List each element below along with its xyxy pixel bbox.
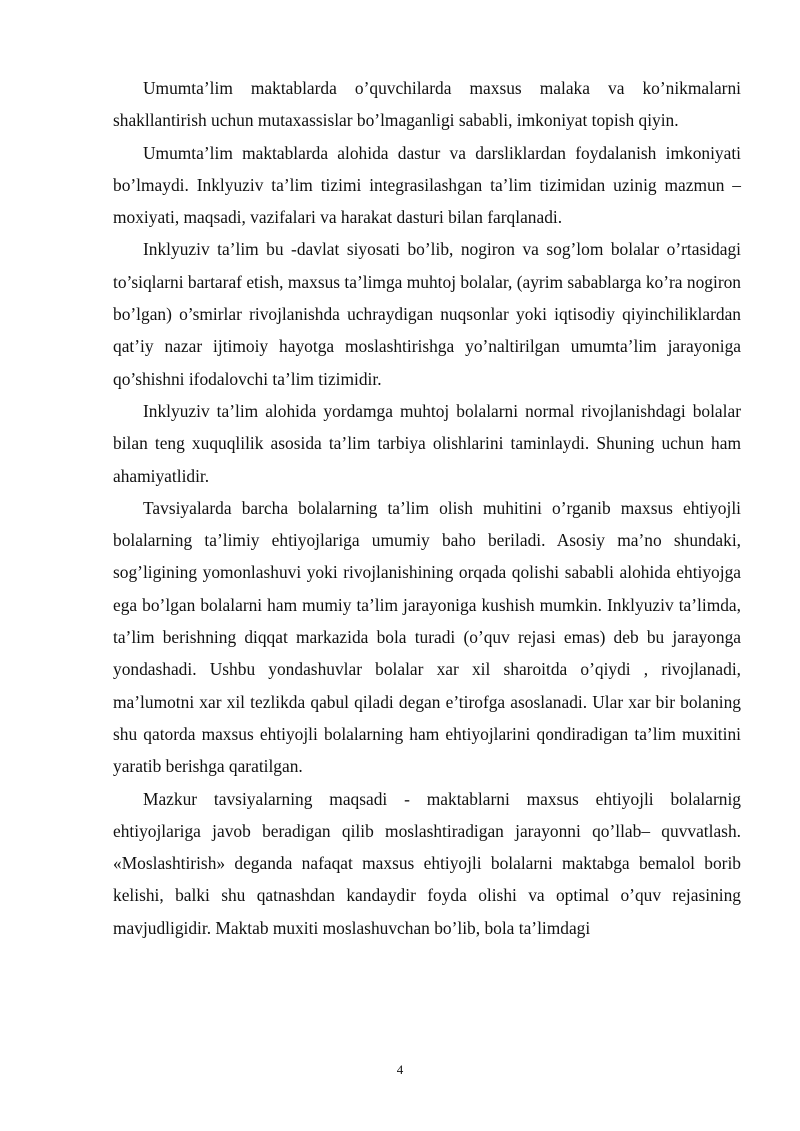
paragraph-6: Mazkur tavsiyalarning maqsadi - maktablarni maxsus ehtiyojli bolalarnig ehtiyojlariga javob beradigan qilib moslashtiradigan jarayonni qo’llab– quvvatlash. «Moslashtirish» deganda nafaqat maxsus ehtiyojli bolalarni maktabga bemalol borib kelishi, balki shu qatnashdan kandaydir foyda olishi va optimal o’quv rejasining mavjudligidir. Maktab muxiti moslashuvchan bo’lib, bola ta’limdagi [113,788,741,938]
paragraph-4: Inklyuziv ta’lim alohida yordamga muhtoj bolalarni normal rivojlanishdagi bolalar bilan teng xuquqlilik asosida ta’lim tarbiya olishlarini taminlaydi. Shuning uchun ham ahamiyatlidir. [113,400,741,486]
paragraph-3: Inklyuziv ta’lim bu -davlat siyosati bo’lib, nogiron va sog’lom bolalar o’rtasidagi to’siqlarni bartaraf etish, maxsus ta’limga muhtoj bolalar, (ayrim sabablarga ko’ra nogiron bo’lgan) o’smirlar rivojlanishda uchraydigan nuqsonlar yoki iqtisodiy qiyinchiliklardan qat’iy nazar ijtimoiy hayotga moslashtirishga yo’naltirilgan umumta’lim jarayoniga qo’shishni ifodalovchi ta’lim tizimidir. [113,239,741,389]
page-number: 4 [396,1062,404,1077]
paragraph-2: Umumta’lim maktablarda alohida dastur va darsliklardan foydalanish imkoniyati bo’lmaydi. Inklyuziv ta’lim tizimi integrasilashgan ta’lim tizimidan uzinig mazmun – moxiyati, maqsadi, vazifalari va harakat dasturi bilan farqlanadi. [113,142,741,228]
body-text [113,72,741,944]
paragraph-5: Tavsiyalarda barcha bolalarning ta’lim olish muhitini o’rganib maxsus ehtiyojli bolalarning ta’limiy ehtiyojlariga umumiy baho beriladi. Asosiy ma’no shundaki, sog’ligining yomonlashuvi yoki rivojlanishining orqada qolishi sababli alohida ehtiyojga ega bo’lgan bolalarni ham mumiy ta’lim jarayoniga kushish mumkin. Inklyuziv ta’limda, ta’lim berishning diqqat markazida bola turadi (o’quv rejasi emas) deb bu jarayonga yondashadi. Ushbu yondashuvlar bolalar xar xil sharoitda o’qiydi , rivojlanadi, ma’lumotni xar xil tezlikda qabul qiladi degan e’tirofga asoslanadi. Ular xar bir bolaning shu qatorda maxsus ehtiyojli bolalarning ham ehtiyojlarini qondiradigan ta’lim muxitini yaratib berishga qaratilgan. [113,497,741,777]
paragraph-1: Umumta’lim maktablarda o’quvchilarda maxsus malaka va ko’nikmalarni shakllantirish uchun mutaxassislar bo’lmaganligi sababli, imkoniyat topish qiyin. [113,78,741,131]
